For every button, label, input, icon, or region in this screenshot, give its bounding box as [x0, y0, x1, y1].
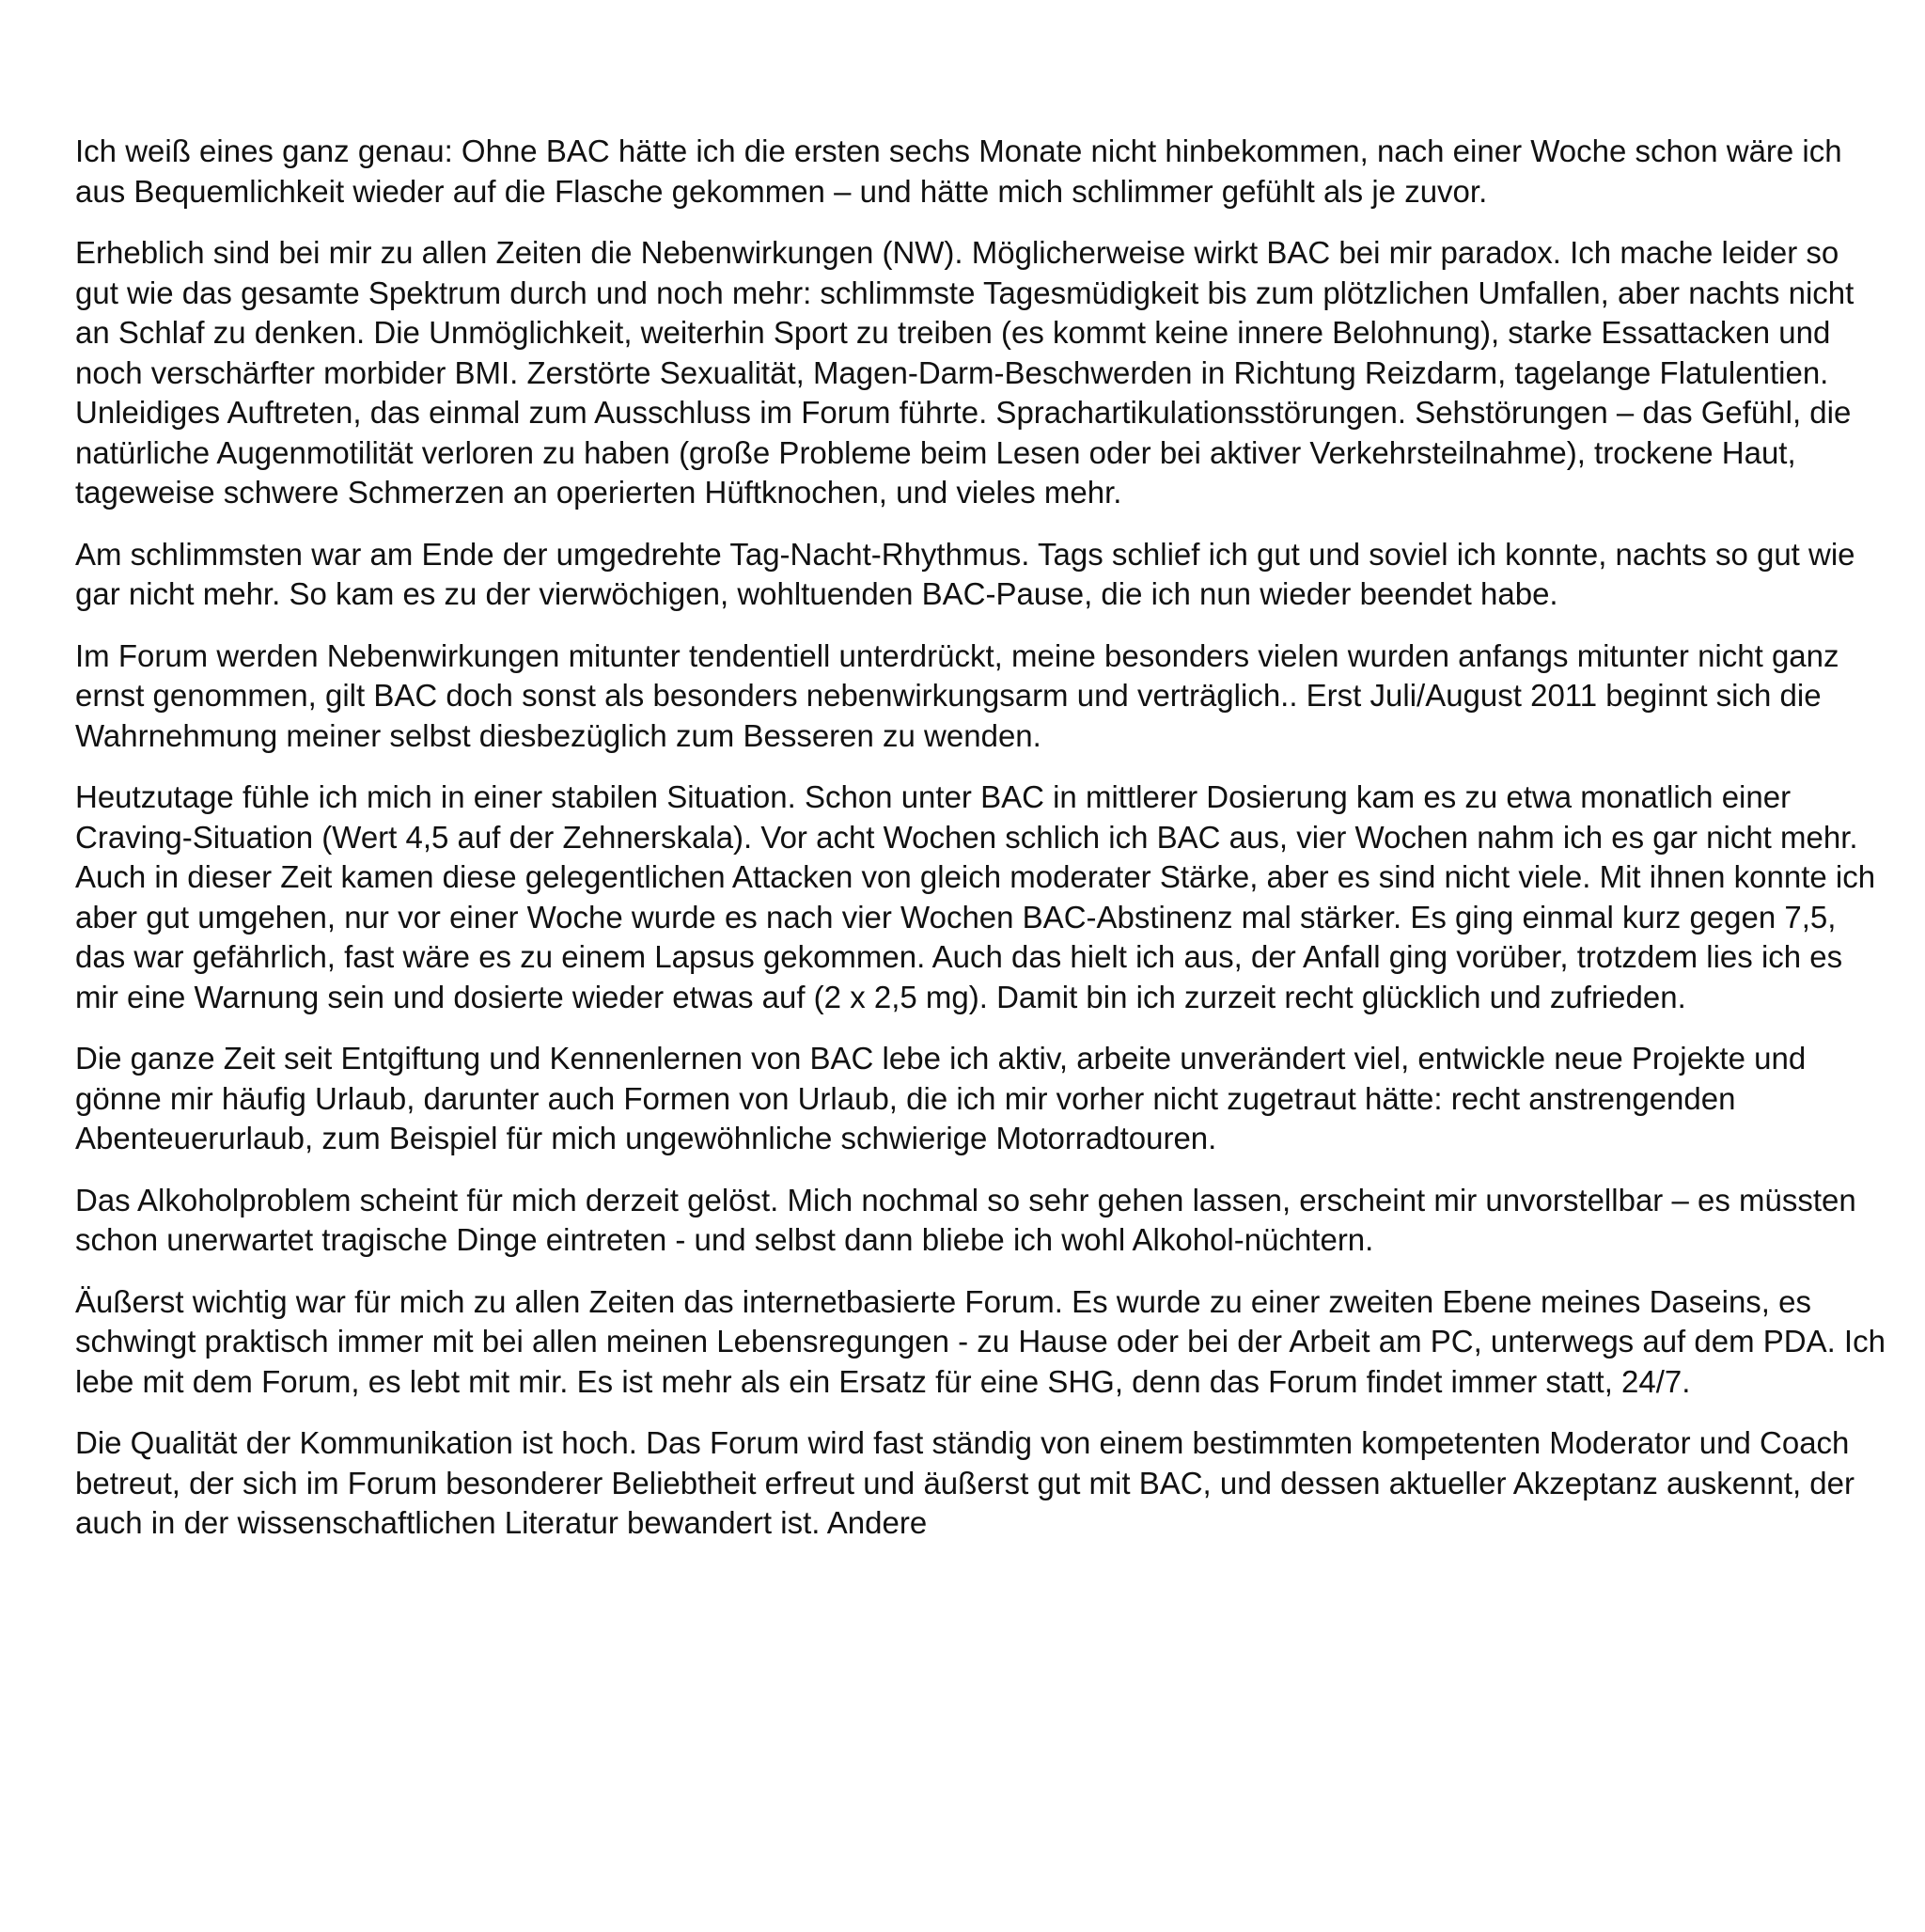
paragraph-active-life: Die ganze Zeit seit Entgiftung und Kennenlernen von BAC lebe ich aktiv, arbeite unverändert viel, entwickle neue Projekte und gönne mir häufig Urlaub, darunter auch Formen von Urlaub, die ich mir vorher nicht zugetraut hätte: recht anstrengenden Abenteuerurlaub, zum Beispiel für mich ungewöhnliche schwierige Motorradtouren. [75, 1041, 1807, 1155]
paragraph-alcohol-problem: Das Alkoholproblem scheint für mich derzeit gelöst. Mich nochmal so sehr gehen lassen, erscheint mir unvorstellbar – es müssten schon unerwartet tragische Dinge eintreten - und selbst dann bliebe ich wohl Alkohol-nüchtern. [75, 1182, 1856, 1257]
paragraph-internet-forum: Äußerst wichtig war für mich zu allen Zeiten das internetbasierte Forum. Es wurde zu einer zweiten Ebene meines Daseins, es schwingt praktisch immer mit bei allen meinen Lebensregungen - zu Hause oder bei der Arbeit am PC, unterwegs auf dem PDA. Ich lebe mit dem Forum, es lebt mit mir. Es ist mehr als ein Ersatz für eine SHG, denn das Forum findet immer statt, 24/7. [75, 1283, 1886, 1399]
paragraph-side-effects: Erheblich sind bei mir zu allen Zeiten die Nebenwirkungen (NW). Möglicherweise wirkt BAC bei mir paradox. Ich mache leider so gut wie das gesamte Spektrum durch und noch mehr: schlimmste Tagesmüdigkeit bis zum plötzlichen Umfallen, aber nachts nicht an Schlaf zu denken. Die Unmöglichkeit, weiterhin Sport zu treiben (es kommt keine innere Belohnung), starke Essattacken und noch verschärfter morbider BMI. Zerstörte Sexualität, Magen-Darm-Beschwerden in Richtung Reizdarm, tagelange Flatulentien. Unleidiges Auftreten, das einmal zum Ausschluss im Forum führte. Sprachartikulationsstörungen. Sehstörungen – das Gefühl, die natürliche Augenmotilität verloren zu haben (große Probleme beim Lesen oder bei aktiver Verkehrsteilnahme), trockene Haut, tageweise schwere Schmerzen an operierten Hüftknochen, und vieles mehr. [75, 235, 1855, 510]
paragraph-day-night-rhythm: Am schlimmsten war am Ende der umgedrehte Tag-Nacht-Rhythmus. Tags schlief ich gut und soviel ich konnte, nachts so gut wie gar nicht mehr. So kam es zu der vierwöchigen, wohltuenden BAC-Pause, die ich nun wieder beendet habe. [75, 536, 1855, 611]
paragraph-communication-quality: Die Qualität der Kommunikation ist hoch. Das Forum wird fast ständig von einem bestimmten kompetenten Moderator und Coach betreut, der sich im Forum besonderer Beliebtheit erfreut und äußerst gut mit BAC, und dessen aktueller Akzeptanz auskennt, der auch in der wissenschaftlichen Literatur bewandert ist. Andere [75, 1425, 1855, 1540]
paragraph-forum-side-effects: Im Forum werden Nebenwirkungen mitunter tendentiell unterdrückt, meine besonders vielen wurden anfangs mitunter nicht ganz ernst genommen, gilt BAC doch sonst als besonders nebenwirkungsarm und verträglich.. Erst Juli/August 2011 beginnt sich die Wahrnehmung meiner selbst diesbezüglich zum Besseren zu wenden. [75, 637, 1839, 753]
paragraph-bac-first-months: Ich weiß eines ganz genau: Ohne BAC hätte ich die ersten sechs Monate nicht hinbekommen, nach einer Woche schon wäre ich aus Bequemlichkeit wieder auf die Flasche gekommen – und hätte mich schlimmer gefühlt als je zuvor. [75, 134, 1842, 209]
paragraph-stable-situation: Heutzutage fühle ich mich in einer stabilen Situation. Schon unter BAC in mittlerer Dosierung kam es zu etwa monatlich einer Craving-Situation (Wert 4,5 auf der Zehnerskala). Vor acht Wochen schlich ich BAC aus, vier Wochen nahm ich es gar nicht mehr. Auch in dieser Zeit kamen diese gelegentlichen Attacken von gleich moderater Stärke, aber es sind nicht viele. Mit ihnen konnte ich aber gut umgehen, nur vor einer Woche wurde es nach vier Wochen BAC-Abstinenz mal stärker. Es ging einmal kurz gegen 7,5, das war gefährlich, fast wäre es zu einem Lapsus gekommen. Auch das hielt ich aus, der Anfall ging vorüber, trotzdem lies ich es mir eine Warnung sein und dosierte wieder etwas auf (2 x 2,5 mg). Damit bin ich zurzeit recht glücklich und zufrieden. [75, 779, 1876, 1014]
document-page [75, 132, 1889, 1565]
